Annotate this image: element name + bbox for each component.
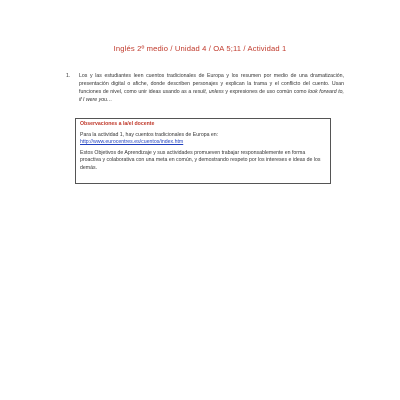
activity-italic-expressions: look forward to, if I were you…	[79, 89, 344, 103]
observations-paragraph-1-text: Para la actividad 1, hay cuentos tradicionales de Europa en:	[80, 131, 219, 138]
page-title: Inglés 2º medio / Unidad 4 / OA 5;11 / Actividad 1	[113, 44, 287, 53]
activity-item	[66, 72, 344, 104]
activity-number: 1.	[66, 73, 71, 79]
activity-italic-connectors: result, unless	[192, 89, 224, 95]
activity-text	[79, 72, 344, 104]
observations-heading: Observaciones a la/el docente	[80, 121, 155, 127]
teacher-observations-box	[75, 118, 331, 184]
activity-text-start: Los y las estudiantes leen cuentos tradicionales de Europa y los resumen por medio de una dramatización, presentación digital o afiche, donde describen personajes y explican la trama y el conflicto del cuento. Usan funciones de nivel, como unir ideas usando as a	[79, 73, 344, 95]
observations-paragraph-2: Estos Objetivos de Aprendizaje y sus actividades promueven trabajar responsablemente en forma proactiva y colaborativa con una meta en común, y demostrando respeto por los intereses e ideas de los demás.	[80, 149, 321, 171]
cuentos-europa-link[interactable]: http://www.eurocentres.es/cuentos/index.htm	[80, 139, 184, 146]
observations-paragraph-1	[80, 132, 326, 147]
activity-text-middle: y expresiones de uso común como	[223, 89, 309, 95]
